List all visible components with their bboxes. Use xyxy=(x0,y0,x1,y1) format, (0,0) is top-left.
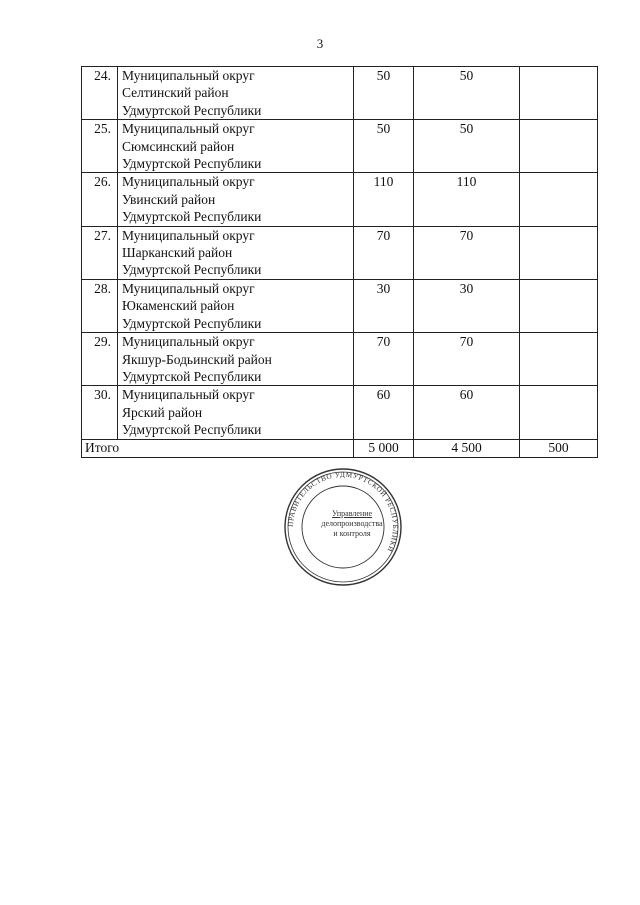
total-third-value-cell: 500 xyxy=(520,439,598,457)
name-line: Муниципальный округ xyxy=(122,121,255,137)
row-number: 26. xyxy=(82,173,118,226)
allocation-table xyxy=(81,66,598,458)
name-line: Муниципальный округ xyxy=(122,174,255,190)
name-line: Шарканский район xyxy=(122,245,233,261)
value-second-cell: 70 xyxy=(414,333,520,386)
page-number: 3 xyxy=(316,36,324,51)
total-value-cell: 5 000 xyxy=(354,439,414,457)
name-line: Юкаменский район xyxy=(122,298,235,314)
total-row xyxy=(82,439,598,457)
value-total-cell: 50 xyxy=(354,120,414,173)
name-line: Ярский район xyxy=(122,404,203,420)
value-third-cell xyxy=(520,279,598,332)
value-third-cell xyxy=(520,226,598,279)
value-third-cell xyxy=(520,173,598,226)
municipality-name xyxy=(118,173,354,226)
name-line: Удмуртской Республики xyxy=(122,102,262,118)
name-line: Удмуртской Республики xyxy=(122,368,262,384)
total-second-value-cell: 4 500 xyxy=(414,439,520,457)
table-row xyxy=(82,173,598,226)
value-third-cell xyxy=(520,386,598,439)
value-third-cell xyxy=(520,120,598,173)
stamp-ring-text: ПРАВИТЕЛЬСТВО УДМУРТСКОЙ РЕСПУБЛИКИ xyxy=(286,470,400,554)
name-line: Сюмсинский район xyxy=(122,138,235,154)
row-number: 24. xyxy=(82,67,118,120)
row-number: 29. xyxy=(82,333,118,386)
table-row xyxy=(82,120,598,173)
name-line: Муниципальный округ xyxy=(122,68,255,83)
value-second-cell: 60 xyxy=(414,386,520,439)
name-line: Муниципальный округ xyxy=(122,227,255,243)
value-total-cell: 50 xyxy=(354,67,414,120)
value-third-cell xyxy=(520,67,598,120)
value-second-cell: 50 xyxy=(414,67,520,120)
name-line: Удмуртской Республики xyxy=(122,315,262,331)
name-line: Селтинский район xyxy=(122,85,229,101)
value-total-cell: 60 xyxy=(354,386,414,439)
name-line: Удмуртской Республики xyxy=(122,422,262,438)
name-line: Муниципальный округ xyxy=(122,387,255,403)
table-row xyxy=(82,333,598,386)
table-row xyxy=(82,67,598,120)
value-total-cell: 30 xyxy=(354,279,414,332)
row-number: 30. xyxy=(82,386,118,439)
name-line: Муниципальный округ xyxy=(122,280,255,296)
municipality-name xyxy=(118,226,354,279)
total-label: Итого xyxy=(82,439,354,457)
name-line: Якшур-Бодьинский район xyxy=(122,351,272,367)
row-number: 25. xyxy=(82,120,118,173)
stamp-center-text xyxy=(312,509,392,539)
stamp-line: делопроизводства xyxy=(321,519,383,528)
row-number: 27. xyxy=(82,226,118,279)
value-total-cell: 70 xyxy=(354,333,414,386)
value-second-cell: 50 xyxy=(414,120,520,173)
value-second-cell: 30 xyxy=(414,279,520,332)
stamp-line: Управление xyxy=(331,509,373,518)
value-total-cell: 70 xyxy=(354,226,414,279)
table-row xyxy=(82,386,598,439)
value-second-cell: 110 xyxy=(414,173,520,226)
table-row xyxy=(82,279,598,332)
name-line: Удмуртской Республики xyxy=(122,262,262,278)
table-row xyxy=(82,226,598,279)
municipality-name xyxy=(118,67,354,120)
name-line: Удмуртской Республики xyxy=(122,209,262,225)
value-second-cell: 70 xyxy=(414,226,520,279)
stamp-line: и контроля xyxy=(333,529,371,538)
name-line: Удмуртской Республики xyxy=(122,156,262,172)
name-line: Муниципальный округ xyxy=(122,334,255,350)
value-third-cell xyxy=(520,333,598,386)
municipality-name xyxy=(118,333,354,386)
municipality-name xyxy=(118,120,354,173)
municipality-name xyxy=(118,279,354,332)
name-line: Увинский район xyxy=(122,191,216,207)
value-total-cell: 110 xyxy=(354,173,414,226)
municipality-name xyxy=(118,386,354,439)
row-number: 28. xyxy=(82,279,118,332)
